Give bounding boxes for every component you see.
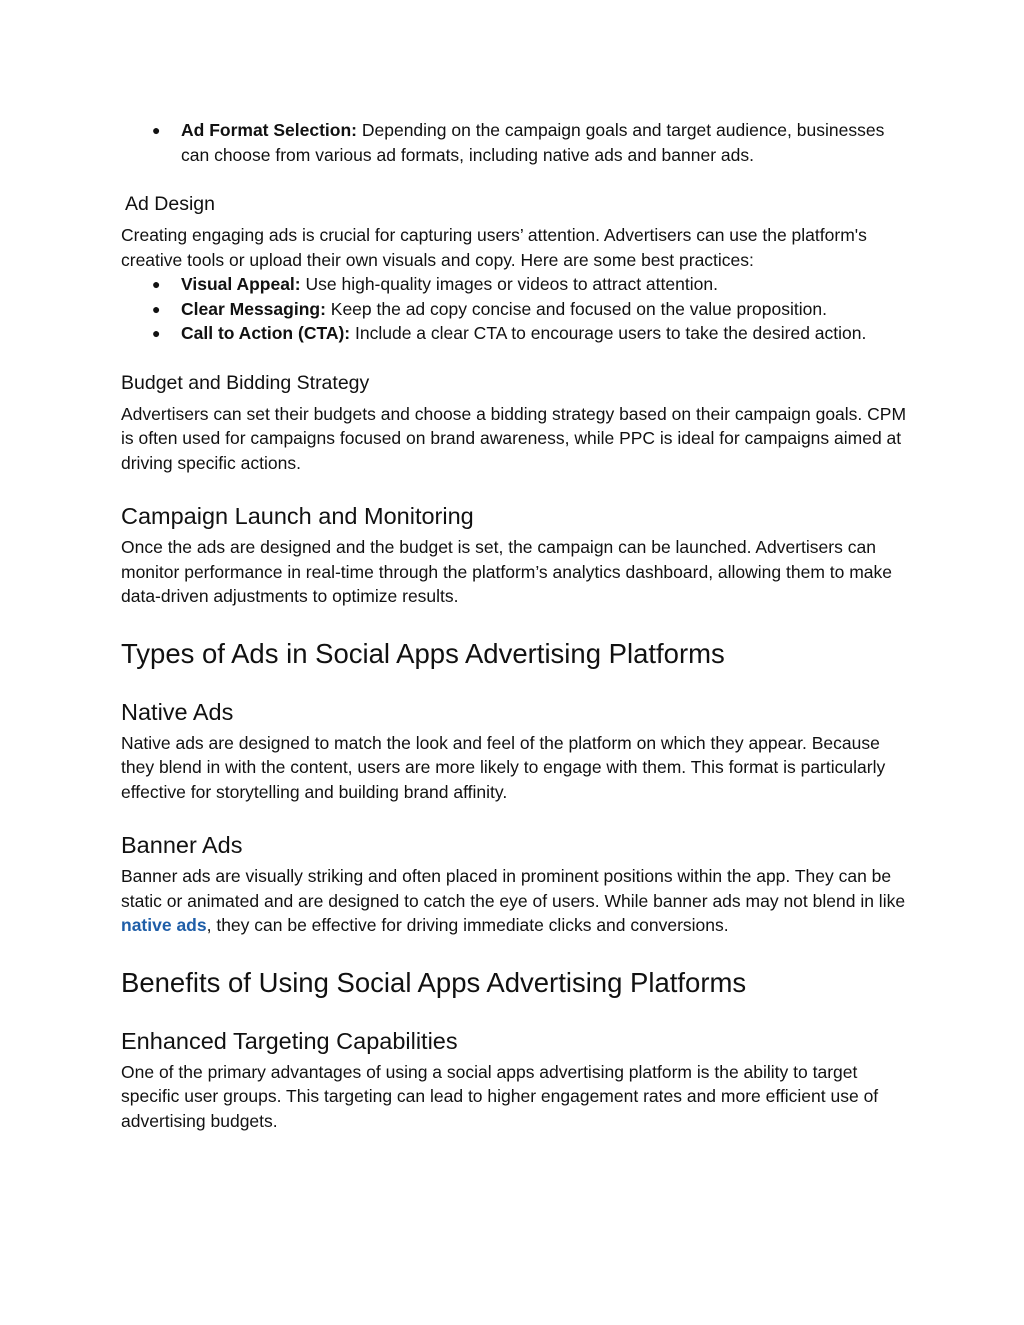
bullet-icon: ● [152,276,161,292]
targeting-paragraph: One of the primary advantages of using a social apps advertising platform is the ability to target specific user groups. This targeting can lead to higher engagement rates and more efficient use of advertising budgets. [121,1061,879,1131]
targeting-heading: Enhanced Targeting Capabilities [121,1027,458,1054]
list-item [121,272,911,297]
banner-ads-heading: Banner Ads [121,832,243,858]
ad-design-paragraph: Creating engaging ads is crucial for capturing users’ attention. Advertisers can use the platform's creative tools or upload their own visuals and copy. Here are some best practices: [121,225,867,270]
bullet-text: Use high-quality images or videos to attract attention. [300,274,718,294]
bullet-icon: ● [152,300,161,317]
bullet-text: Include a clear CTA to encourage users to take the desired action. [350,323,867,343]
bullet-label: Visual Appeal: [181,274,301,294]
launch-paragraph: Once the ads are designed and the budget is set, the campaign can be launched. Advertisers can monitor performance in real-time through the platform’s analytics dashboard, allowing them to make data-driven adjustments to optimize results. [121,537,893,606]
ad-design-heading: Ad Design [125,193,215,215]
banner-ads-paragraph [121,864,911,938]
native-ads-heading: Native Ads [121,698,234,725]
native-ads-link[interactable]: native ads [121,915,207,935]
bullet-text: Keep the ad copy concise and focused on the value proposition. [325,298,827,319]
launch-heading: Campaign Launch and Monitoring [121,503,474,529]
list-item [121,321,911,346]
native-ads-paragraph: Native ads are designed to match the look and feel of the platform on which they appear. Because they blend in with the content, users are more likely to engage with them. This format is particularly effective for storytelling and building brand affinity. [121,732,886,802]
bullet-text: Depending on the campaign goals and target audience, businesses can choose from various ad formats, including native ads and banner ads. [181,120,885,165]
bullet-icon: ● [152,325,161,341]
banner-text-after: , they can be effective for driving immediate clicks and conversions. [206,915,729,935]
list-item [121,297,911,322]
bullet-label: Clear Messaging: [181,298,326,319]
intro-bullet-list [121,118,911,167]
bullet-label: Ad Format Selection: [181,120,357,140]
banner-text-before: Banner ads are visually striking and often placed in prominent positions within the app. They can be static or animated and are designed to catch the eye of users. While banner ads may not blend in like [121,866,906,911]
benefits-heading: Benefits of Using Social Apps Advertising Platforms [121,966,747,998]
types-heading: Types of Ads in Social Apps Advertising Platforms [121,637,725,669]
bullet-label: Call to Action (CTA): [181,323,351,343]
best-practices-list [121,272,911,346]
document-page [121,118,911,1133]
bullet-icon: ● [152,122,161,138]
list-item [121,118,911,167]
budget-heading: Budget and Bidding Strategy [121,371,370,394]
budget-paragraph: Advertisers can set their budgets and choose a bidding strategy based on their campaign goals. CPM is often used for campaigns focused on brand awareness, while PPC is ideal for campaigns aimed at driving specific actions. [121,403,907,473]
